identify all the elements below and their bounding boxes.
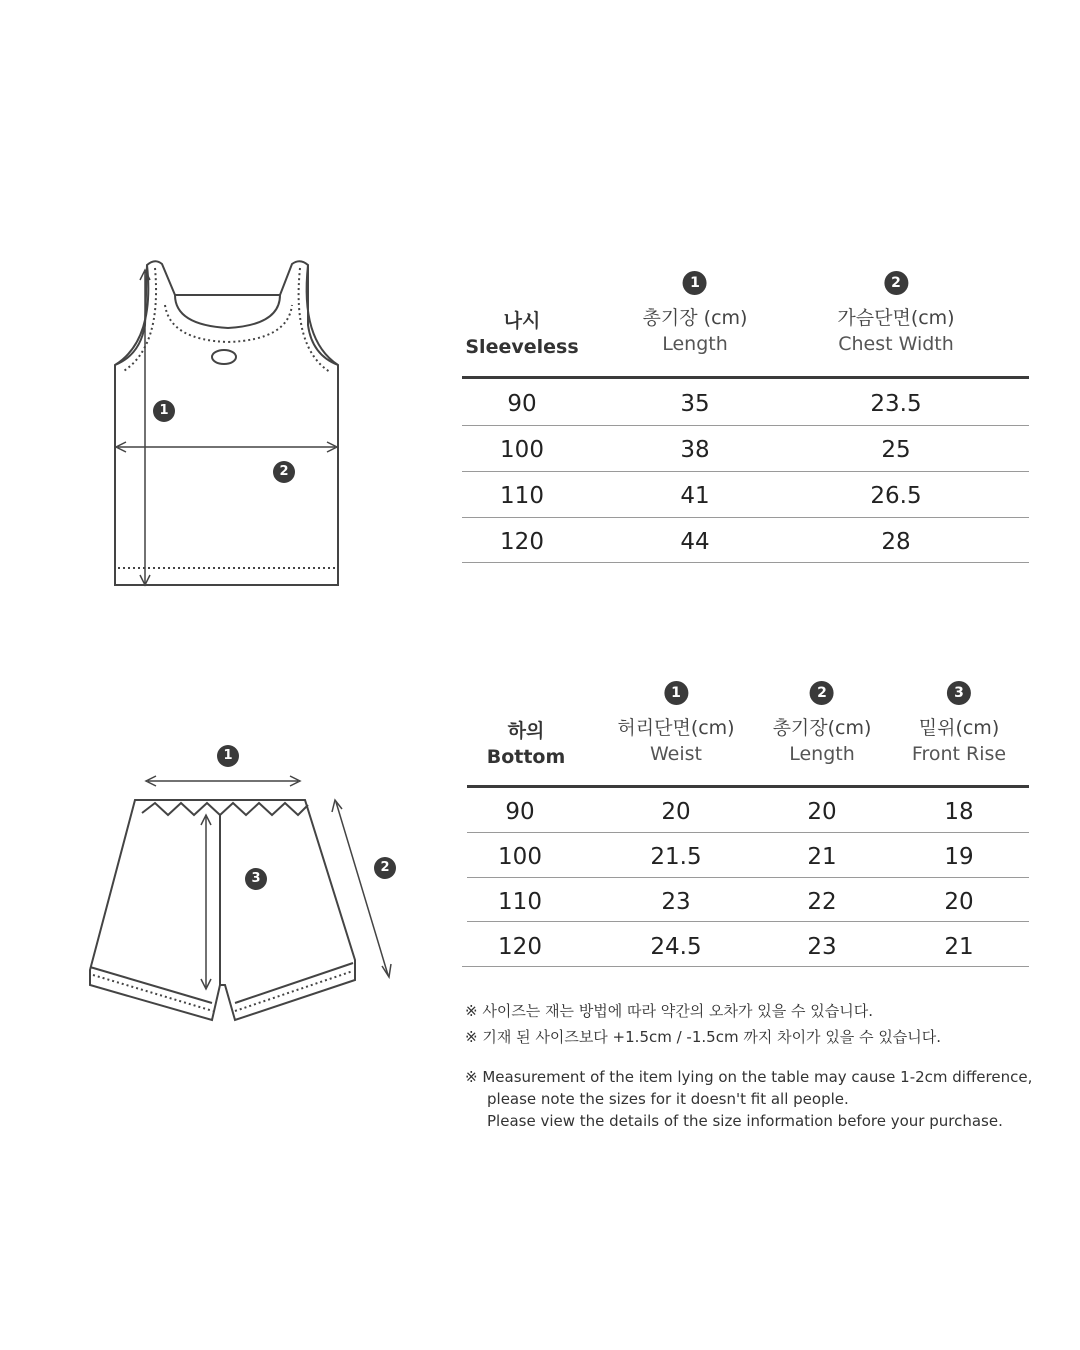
cell-waist: 24.5 bbox=[650, 934, 702, 960]
cell-rise: 18 bbox=[944, 799, 974, 825]
row-divider bbox=[462, 471, 1029, 472]
table-row bbox=[462, 924, 1029, 970]
cell-chest: 25 bbox=[881, 437, 911, 463]
col-header-en: Length bbox=[789, 743, 855, 765]
table-row bbox=[462, 427, 1029, 473]
illus-badge-chest: 2 bbox=[273, 461, 295, 483]
cell-size: 110 bbox=[500, 483, 544, 509]
illus-badge-length: 1 bbox=[153, 400, 175, 422]
col-badge: 1 bbox=[683, 271, 707, 295]
row-divider bbox=[467, 877, 1029, 878]
col-badge: 1 bbox=[664, 681, 688, 705]
col-header-ko: 밑위(cm) bbox=[918, 717, 1000, 739]
col-header-en: Front Rise bbox=[911, 743, 1007, 765]
col-header-ko: 총기장(cm) bbox=[772, 717, 872, 739]
illus-badge-rise: 3 bbox=[245, 868, 267, 890]
row-divider bbox=[462, 517, 1029, 518]
col-header-ko: 총기장 (cm) bbox=[642, 307, 748, 329]
cell-length: 38 bbox=[680, 437, 710, 463]
cell-rise: 20 bbox=[944, 889, 974, 915]
cell-waist: 23 bbox=[661, 889, 691, 915]
table-row bbox=[462, 519, 1029, 565]
cell-length: 44 bbox=[680, 529, 710, 555]
table-row bbox=[462, 879, 1029, 925]
cell-size: 120 bbox=[500, 529, 544, 555]
row-divider bbox=[462, 562, 1029, 563]
cell-waist: 20 bbox=[661, 799, 691, 825]
cell-length: 35 bbox=[680, 391, 710, 417]
note-en-block bbox=[465, 1066, 1055, 1132]
cell-chest: 26.5 bbox=[870, 483, 922, 509]
cell-rise: 21 bbox=[944, 934, 974, 960]
header-label-en: Bottom bbox=[486, 746, 566, 768]
shorts-illustration bbox=[80, 735, 410, 1035]
cell-length: 20 bbox=[807, 799, 837, 825]
illus-badge-waist: 1 bbox=[217, 745, 239, 767]
header-divider bbox=[462, 376, 1029, 379]
cell-rise: 19 bbox=[944, 844, 974, 870]
cell-length: 21 bbox=[807, 844, 837, 870]
cell-chest: 28 bbox=[881, 529, 911, 555]
col-badge: 2 bbox=[884, 271, 908, 295]
table-row bbox=[462, 473, 1029, 519]
header-label-ko: 하의 bbox=[507, 720, 545, 742]
note-en: Please view the details of the size information before your purchase. bbox=[487, 1112, 1003, 1130]
note-ko: ※ 기재 된 사이즈보다 +1.5cm / -1.5cm 까지 차이가 있을 수 있습니다. bbox=[465, 1028, 942, 1046]
note-en: ※ Measurement of the item lying on the table may cause 1-2cm difference, bbox=[465, 1068, 1033, 1086]
cell-size: 100 bbox=[498, 844, 542, 870]
table-header bbox=[462, 678, 1029, 783]
col-header-en: Weist bbox=[649, 743, 702, 765]
col-header-ko: 허리단면(cm) bbox=[617, 717, 735, 739]
cell-length: 23 bbox=[807, 934, 837, 960]
header-label-en: Sleeveless bbox=[465, 336, 579, 358]
sleeveless-drawing bbox=[100, 250, 360, 600]
bottom-size-table bbox=[462, 678, 1029, 978]
cell-size: 90 bbox=[505, 799, 535, 825]
table-row bbox=[462, 381, 1029, 427]
row-divider bbox=[467, 921, 1029, 922]
cell-length: 22 bbox=[807, 889, 837, 915]
cell-size: 120 bbox=[498, 934, 542, 960]
table-row bbox=[462, 834, 1029, 880]
sleeveless-illustration bbox=[100, 250, 360, 600]
illus-badge-length: 2 bbox=[374, 857, 396, 879]
col-badge: 3 bbox=[947, 681, 971, 705]
size-notes bbox=[465, 998, 1055, 1132]
header-divider bbox=[467, 785, 1029, 788]
col-badge: 2 bbox=[810, 681, 834, 705]
cell-length: 41 bbox=[680, 483, 710, 509]
note-en: please note the sizes for it doesn't fit all people. bbox=[487, 1090, 849, 1108]
table-row bbox=[462, 789, 1029, 835]
row-divider bbox=[462, 966, 1029, 967]
cell-waist: 21.5 bbox=[650, 844, 702, 870]
shorts-drawing bbox=[80, 735, 410, 1035]
col-header-en: Chest Width bbox=[838, 333, 954, 355]
header-label-ko: 나시 bbox=[503, 310, 541, 332]
cell-size: 100 bbox=[500, 437, 544, 463]
sleeveless-size-table bbox=[462, 268, 1029, 568]
col-header-ko: 가슴단면(cm) bbox=[837, 307, 955, 329]
note-ko: ※ 사이즈는 재는 방법에 따라 약간의 오차가 있을 수 있습니다. bbox=[465, 1002, 874, 1020]
row-divider bbox=[462, 425, 1029, 426]
table-header bbox=[462, 268, 1029, 373]
cell-chest: 23.5 bbox=[870, 391, 922, 417]
cell-size: 110 bbox=[498, 889, 542, 915]
col-header-en: Length bbox=[662, 333, 728, 355]
cell-size: 90 bbox=[507, 391, 537, 417]
row-divider bbox=[467, 832, 1029, 833]
